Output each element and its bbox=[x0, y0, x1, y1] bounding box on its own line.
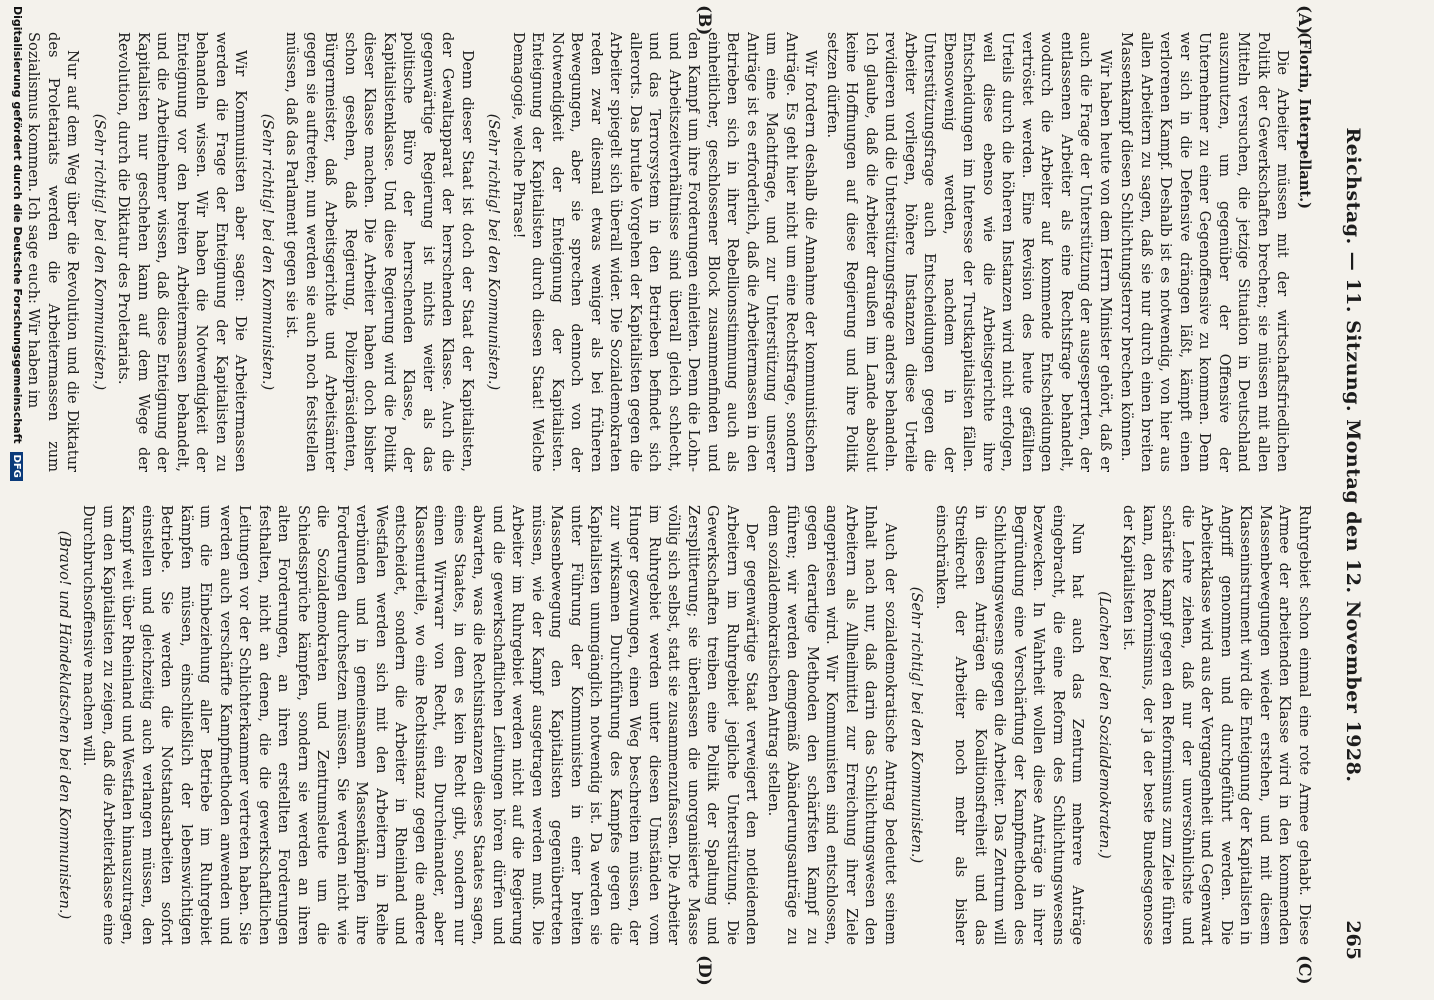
digitization-credit bbox=[6, 6, 24, 996]
paragraph: Nun hat auch das Zentrum mehrere Anträge eingebracht, die eine Reform des Schlichtungswesens bezwecken. In Wahrheit wollen diese Anträge in ihrer Begründung eine Verschärfung der Kampfmethoden des Schlichtungswesens gegen die Arbeiter. Das Zentrum will in diesen Anträgen die Koalitionsfreiheit und das Streikrecht der Arbeiter noch mehr als bisher einschränken. bbox=[933, 505, 1087, 945]
text-column-left bbox=[14, 32, 1314, 472]
speaker-line: (Florin, Interpellant.) bbox=[1296, 32, 1313, 210]
margin-letter-c: (C) bbox=[1294, 955, 1314, 985]
reaction-note: (Sehr richtig! bei den Kommunisten.) bbox=[485, 113, 503, 391]
margin-letter-b: (B) bbox=[694, 5, 714, 36]
dfg-logo: DFG bbox=[11, 452, 24, 481]
reaction-note: (Lachen bei den Sozialdemokraten.) bbox=[1096, 591, 1113, 859]
credit-text: Digitalisierung gefördert durch die Deutsche Forschungsgemeinschaft bbox=[11, 6, 24, 444]
reaction-note: (Sehr richtig! bei den Kommunisten.) bbox=[908, 586, 926, 864]
paragraph: Denn dieser Staat ist doch der Staat der Kapitalisten, der Gewaltapparat der herrschenden Klasse. Auch die gegenwärtige Regierung ist nichts weiter als das politische Büro der herrschenden Klasse, der Kapitalistenklasse. Und diese Regierung wird die Politik dieser Klasse machen. Die Arbeiter haben doch bisher schon gesehen, daß Regierung, Polizeipräsidenten, Bürgermeister, daß Arbeitsgerichte und Arbeitsämter gegen sie auftreten; nun werden sie auch noch feststellen müssen, daß das Parlament gegen sie ist. bbox=[283, 32, 476, 472]
paragraph: Nur auf dem Weg über die Revolution und die Diktatur des Proletariats werden die Arbeitermassen zum Sozialismus kommen. Ich sage euch: Wir haben im bbox=[25, 32, 82, 472]
page-number: 265 bbox=[1342, 920, 1364, 960]
page-header bbox=[1324, 30, 1364, 960]
paragraph: Der gegenwärtige Staat verweigert den notleidenden Arbeitern im Ruhrgebiet jegliche Unterstützung. Die Gewerkschaften treiben eine Politik der Spaltung und Zersplitterung; sie überlassen die unorganisierte Masse völlig sich selbst, statt sie zusammenzufassen. Die Arbeiter im Ruhrgebiet werden unter diesen Umständen vom Hunger gezwungen, einen Weg beschreiten müssen, der zur wirksamen Durchführung des Kampfes gegen die Kapitalisten unumgänglich notwendig ist. Da werden sie unter Führung der Kommunisten in einer breiten Massenbewegung den Kapitalisten gegenübertreten müssen, wie der Kampf ausgetragen werden muß. Die Arbeiter im Ruhrgebiet werden nicht auf die Regierung und die gewerkschaftlichen Leitungen hören dürfen und abwarten, was die Rechtsinstanzen dieses Staates sagen, eines Staates, in dem es kein Recht gibt, sondern nur einen Wirrwarr von Recht, ein Durcheinander, aber Klassenurteile, wo eine Rechtsinstanz gegen die andere entscheidet, sondern die Arbeiter in Rheinland und Westfalen werden sich mit den Arbeitern in Reihe verbünden und in gemeinsamen Massenkämpfen ihre Forderungen durchsetzen müssen. Sie werden nicht wie die Sozialdemokraten und Zentrumsleute um die Schiedssprüche kämpfen, sondern sie werden an ihren alten Forderungen, an ihren erstellten Forderungen festhalten, nicht an denen, die die gewerkschaftlichen Leitungen vor der Schlichterkammer vertreten haben. Sie werden auch verschärfte Kampfmethoden anwenden und um die Einbeziehung aller Betriebe im Ruhrgebiet kämpfen müssen, einschließlich der lebenswichtigen Betriebe. Sie werden die Notstandsarbeiten sofort einstellen und gleichzeitig auch verlangen müssen, den Kampf weit über Rheinland und Westfalen hinauszutragen, um den Kapitalisten zu zeigen, daß die Arbeiterklasse eine Durchbruchsoffensive machen will. bbox=[80, 505, 761, 945]
reaction-note: (Sehr richtig! bei den Kommunisten.) bbox=[259, 113, 276, 391]
paragraph: Wir fordern deshalb die Annahme der kommunistischen Anträge. Es geht hier nicht um eine Rechtsfrage, sondern um eine Machtfrage, und zur Unterstützung unserer Anträge ist es erforderlich, daß die Arbeitermassen in den Betrieben sich in ihrer Rebellionsstimmung auch als einheitlicher, geschlossener Block zusammenfinden und den Kampf um ihre Forderungen einleiten. Denn die Lohn- und Arbeitszeitverhältnisse sind überall gleich schlecht, und das Terrorsystem in den Betrieben befindet sich allerorts. Das brutale Vorgehen der Kapitalisten gegen die Arbeiter spiegelt sich überall wider. Die Sozialdemokraten reden zwar diesmal etwas weniger als bei früheren Bewegungen, aber sie sprechen dennoch von der Notwendigkeit der Enteignung der Kapitalisten. Enteignung der Kapitalisten durch diesen Staat! Welche Demagogie, welche Phrase! bbox=[510, 32, 820, 472]
paragraph: Die Arbeiter müssen mit der wirtschaftsfriedlichen Politik der Gewerkschaften brechen; sie müssen mit allen Mitteln versuchen, die jetzige Situation in Deutschland auszunutzen, um gegenüber der Offensive der Unternehmer zu einer Gegenoffensive zu kommen. Denn wer sich in die Defensive drängen läßt, kämpft einen verlorenen Kampf. Deshalb ist es notwendig, von hier aus allen Arbeitern zu sagen, daß sie nur durch einen breiten Massenkampf diesen Schlichtungsterror brechen können. bbox=[1118, 32, 1292, 472]
paragraph: Wir haben heute von dem Herrn Minister gehört, daß er auch die Frage der Unterstützung der ausgesperrten, der entlassenen Arbeiter als eine Rechtsfrage behandelt, wodurch die Arbeiter auf kommende Entscheidungen vertröstet werden. Eine Revision des heute gefällten Urteils durch die höheren Instanzen wird nicht erfolgen, weil diese ebenso wie die Arbeitsgerichte ihre Entscheidungen im Interesse der Trustkapitalisten fällen. Ebensowenig werden, nachdem in der Unterstützungsfrage auch Entscheidungen gegen die Arbeiter vorliegen, höhere Instanzen diese Urteile revidieren und die Unterstützungsfrage anders behandeln. Ich glaube, daß die Arbeiter draußen im Lande absolut keine Hoffnungen auf diese Regierung und ihre Politik setzen dürfen. bbox=[824, 32, 1114, 472]
running-head: Reichstag. — 11. Sitzung. Montag den 12. November 1928. bbox=[1342, 127, 1364, 783]
reaction-note: (Bravo! und Händeklatschen bei den Kommunisten.) bbox=[56, 530, 73, 920]
margin-letter-d: (D) bbox=[694, 955, 714, 986]
paragraph: Ruhrgebiet schon einmal eine rote Armee gehabt. Diese Armee der arbeitenden Klasse wird in den kommenden Massenbewegungen wieder erstehen, und mit diesem Klasseninstrument wird die Enteignung der Kapitalisten in Angriff genommen und durchgeführt werden. Die Arbeiterklasse wird aus der Vergangenheit und Gegenwart die Lehre ziehen, daß nur der unversöhnlichste und schärfste Kampf gegen den Reformismus zum Ziele führen kann, den Reformismus, der ja der beste Bundesgenosse der Kapitalisten ist. bbox=[1120, 505, 1313, 945]
paragraph: Wir Kommunisten aber sagen: Die Arbeitermassen werden die Frage der Enteignung der Kapitalisten zu behandeln wissen. Wir haben die Notwendigkeit der Enteignung vor den breiten Arbeitermassen behandelt, und die Arbeitnehmer wissen, daß diese Enteignung der Kapitalisten nur geschehen kann auf dem Wege der Revolution, durch die Diktatur des Proletariats. bbox=[115, 32, 250, 472]
margin-letter-a: (A) bbox=[1294, 5, 1314, 35]
reaction-note: (Sehr richtig! bei den Kommunisten.) bbox=[91, 113, 108, 391]
paragraph: Auch der sozialdemokratische Antrag bedeutet seinem Inhalt nach nur, daß darin das Schlichtungswesen den Arbeitern als Allheilmittel zur Erreichung ihrer Ziele angepriesen wird. Wir Kommunisten sind entschlossen, gegen derartige Methoden den schärfsten Kampf zu führen; wir werden demgemäß Abänderungsanträge zu dem sozialdemokratischen Antrag stellen. bbox=[765, 505, 899, 945]
text-column-right bbox=[14, 505, 1314, 945]
